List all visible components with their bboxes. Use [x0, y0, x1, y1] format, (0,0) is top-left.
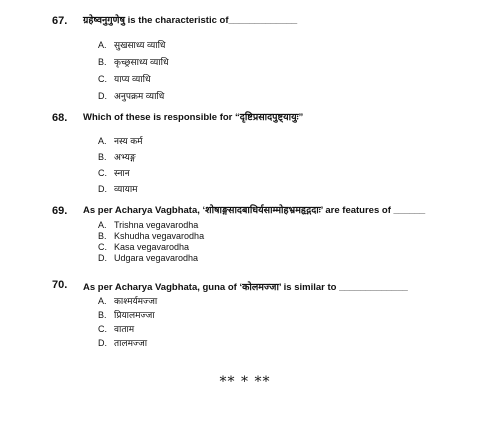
option-c [98, 322, 157, 336]
option-text: तालमज्जा [114, 338, 148, 348]
option-letter: A. [98, 136, 107, 146]
option-d [98, 88, 169, 105]
option-d [98, 181, 143, 197]
option-a [98, 37, 169, 54]
option-letter: B. [98, 57, 107, 67]
option-letter: B. [98, 310, 107, 320]
option-a [98, 220, 204, 231]
option-text: कृच्छ्रसाध्य व्याधि [114, 57, 169, 67]
option-text: नस्य कर्म [114, 136, 143, 146]
option-a [98, 294, 157, 308]
question-number: 68. [52, 112, 68, 124]
option-text: काश्मर्यमज्जा [114, 296, 158, 306]
option-letter: C. [98, 242, 107, 252]
option-text: प्रियालमज्जा [114, 310, 155, 320]
options-list [98, 133, 143, 197]
end-of-section-mark: ** * ** [219, 374, 271, 390]
option-text: Trishna vegavarodha [114, 220, 199, 230]
option-letter: D. [98, 184, 107, 194]
option-text: सुखसाध्य व्याधि [114, 40, 166, 50]
option-c [98, 165, 143, 181]
option-letter: B. [98, 152, 107, 162]
option-d [98, 253, 204, 264]
option-text: Kshudha vegavarodha [114, 231, 205, 241]
question-number: 67. [52, 15, 68, 27]
option-text: Udgara vegavarodha [114, 253, 199, 263]
option-text: व्यायाम [114, 184, 138, 194]
option-letter: C. [98, 168, 107, 178]
option-letter: B. [98, 231, 107, 241]
question-text: Which of these is responsible for “दृष्टिप्रसादपुष्ट्यायुः” [83, 112, 304, 123]
question-text: ग्रहेष्वनुगुणेषु is the characteristic of_____________ [83, 15, 298, 26]
options-list [98, 220, 204, 264]
question-number: 70. [52, 279, 68, 291]
option-text: अनुपक्रम व्याधि [114, 91, 165, 101]
option-text: Kasa vegavarodha [114, 242, 190, 252]
option-letter: D. [98, 91, 107, 101]
option-letter: A. [98, 220, 107, 230]
option-letter: D. [98, 253, 107, 263]
option-text: अभ्यङ्ग [114, 152, 136, 162]
option-letter: A. [98, 40, 107, 50]
option-b [98, 149, 143, 165]
option-c [98, 242, 204, 253]
option-b [98, 231, 204, 242]
question-number: 69. [52, 205, 68, 217]
question-text: As per Acharya Vagbhata, guna of ‘कोलमज्जा’ is similar to _____________ [83, 282, 408, 293]
options-list [98, 294, 157, 350]
option-letter: A. [98, 296, 107, 306]
option-letter: D. [98, 338, 107, 348]
option-a [98, 133, 143, 149]
option-d [98, 336, 157, 350]
question-text: As per Acharya Vagbhata, ‘शोषाङ्गसादबाधिर्यसाम्मोहभ्रमहृद्गदाः’ are features of ______ [83, 205, 426, 216]
option-c [98, 71, 169, 88]
option-letter: C. [98, 324, 107, 334]
option-text: याप्य व्याधि [114, 74, 151, 84]
option-text: वाताम [114, 324, 135, 334]
option-text: स्नान [114, 168, 130, 178]
options-list [98, 37, 169, 105]
option-b [98, 54, 169, 71]
option-letter: C. [98, 74, 107, 84]
option-b [98, 308, 157, 322]
